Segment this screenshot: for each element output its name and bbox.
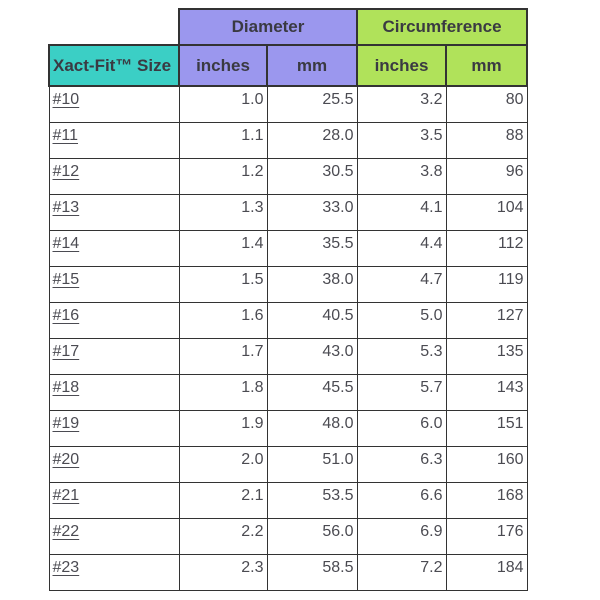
table-row xyxy=(49,266,527,302)
table-row xyxy=(49,86,527,122)
table-row xyxy=(49,374,527,410)
size-link[interactable]: #12 xyxy=(52,162,80,180)
size-link[interactable]: #10 xyxy=(52,91,80,108)
circumference-header: Circumference xyxy=(357,9,527,45)
circumference-mm-header: mm xyxy=(446,45,527,86)
size-cell xyxy=(49,374,179,410)
value-cell: 7.2 xyxy=(357,554,446,590)
table-row xyxy=(49,194,527,230)
size-link[interactable]: #17 xyxy=(52,342,80,360)
value-cell: 35.5 xyxy=(267,230,357,266)
value-cell: 184 xyxy=(446,554,527,590)
table-row xyxy=(49,158,527,194)
size-cell xyxy=(49,554,179,590)
value-cell: 5.7 xyxy=(357,374,446,410)
value-cell: 28.0 xyxy=(267,122,357,158)
value-cell: 48.0 xyxy=(267,410,357,446)
diameter-header: Diameter xyxy=(179,9,357,45)
value-cell: 4.7 xyxy=(357,266,446,302)
size-cell xyxy=(49,122,179,158)
value-cell: 1.3 xyxy=(179,194,267,230)
value-cell: 119 xyxy=(446,266,527,302)
value-cell: 151 xyxy=(446,410,527,446)
size-cell xyxy=(49,410,179,446)
diameter-mm-header: mm xyxy=(267,45,357,86)
value-cell: 2.2 xyxy=(179,518,267,554)
value-cell: 127 xyxy=(446,302,527,338)
table-row xyxy=(49,338,527,374)
value-cell: 5.3 xyxy=(357,338,446,374)
value-cell: 53.5 xyxy=(267,482,357,518)
size-cell xyxy=(49,302,179,338)
value-cell: 51.0 xyxy=(267,446,357,482)
size-cell xyxy=(49,230,179,266)
value-cell: 1.4 xyxy=(179,230,267,266)
table-row xyxy=(49,554,527,590)
size-link[interactable]: #19 xyxy=(52,414,80,432)
value-cell: 168 xyxy=(446,482,527,518)
corner-spacer xyxy=(49,9,179,45)
value-cell: 6.0 xyxy=(357,410,446,446)
value-cell: 56.0 xyxy=(267,518,357,554)
value-cell: 1.1 xyxy=(179,122,267,158)
value-cell: 1.9 xyxy=(179,410,267,446)
group-header-row xyxy=(49,9,527,45)
value-cell: 5.0 xyxy=(357,302,446,338)
size-chart-table xyxy=(48,8,528,591)
value-cell: 30.5 xyxy=(267,158,357,194)
size-link[interactable]: #13 xyxy=(52,198,80,216)
value-cell: 1.6 xyxy=(179,302,267,338)
size-link[interactable]: #14 xyxy=(52,234,80,252)
table-row xyxy=(49,446,527,482)
value-cell: 176 xyxy=(446,518,527,554)
size-link[interactable]: #21 xyxy=(52,486,80,504)
value-cell: 6.6 xyxy=(357,482,446,518)
value-cell: 104 xyxy=(446,194,527,230)
size-column-header: Xact-Fit™ Size xyxy=(49,45,179,86)
circumference-inches-header: inches xyxy=(357,45,446,86)
size-link[interactable]: #22 xyxy=(52,522,80,540)
value-cell: 45.5 xyxy=(267,374,357,410)
diameter-inches-header: inches xyxy=(179,45,267,86)
size-cell xyxy=(49,482,179,518)
value-cell: 3.8 xyxy=(357,158,446,194)
value-cell: 2.0 xyxy=(179,446,267,482)
subheader-row xyxy=(49,45,527,86)
size-cell xyxy=(49,518,179,554)
size-link[interactable]: #18 xyxy=(52,378,80,396)
value-cell: 2.1 xyxy=(179,482,267,518)
size-link[interactable]: #23 xyxy=(52,558,80,576)
value-cell: 96 xyxy=(446,158,527,194)
value-cell: 38.0 xyxy=(267,266,357,302)
value-cell: 40.5 xyxy=(267,302,357,338)
size-link[interactable]: #15 xyxy=(52,270,80,288)
size-cell xyxy=(49,86,179,122)
value-cell: 2.3 xyxy=(179,554,267,590)
value-cell: 3.5 xyxy=(357,122,446,158)
size-cell xyxy=(49,446,179,482)
value-cell: 58.5 xyxy=(267,554,357,590)
value-cell: 88 xyxy=(446,122,527,158)
value-cell: 1.8 xyxy=(179,374,267,410)
value-cell: 43.0 xyxy=(267,338,357,374)
value-cell: 112 xyxy=(446,230,527,266)
table-row xyxy=(49,482,527,518)
size-cell xyxy=(49,158,179,194)
value-cell: 25.5 xyxy=(267,86,357,122)
value-cell: 6.9 xyxy=(357,518,446,554)
size-link[interactable]: #16 xyxy=(52,306,80,324)
value-cell: 6.3 xyxy=(357,446,446,482)
size-cell xyxy=(49,194,179,230)
size-cell xyxy=(49,266,179,302)
value-cell: 33.0 xyxy=(267,194,357,230)
value-cell: 1.2 xyxy=(179,158,267,194)
size-cell xyxy=(49,338,179,374)
value-cell: 1.7 xyxy=(179,338,267,374)
value-cell: 1.0 xyxy=(179,86,267,122)
size-link[interactable]: #11 xyxy=(52,126,79,144)
value-cell: 160 xyxy=(446,446,527,482)
value-cell: 135 xyxy=(446,338,527,374)
table-row xyxy=(49,302,527,338)
value-cell: 4.4 xyxy=(357,230,446,266)
table-row xyxy=(49,230,527,266)
table-row xyxy=(49,410,527,446)
value-cell: 1.5 xyxy=(179,266,267,302)
value-cell: 3.2 xyxy=(357,86,446,122)
value-cell: 80 xyxy=(446,86,527,122)
value-cell: 143 xyxy=(446,374,527,410)
table-row xyxy=(49,122,527,158)
table-row xyxy=(49,518,527,554)
value-cell: 4.1 xyxy=(357,194,446,230)
size-link[interactable]: #20 xyxy=(52,450,80,468)
